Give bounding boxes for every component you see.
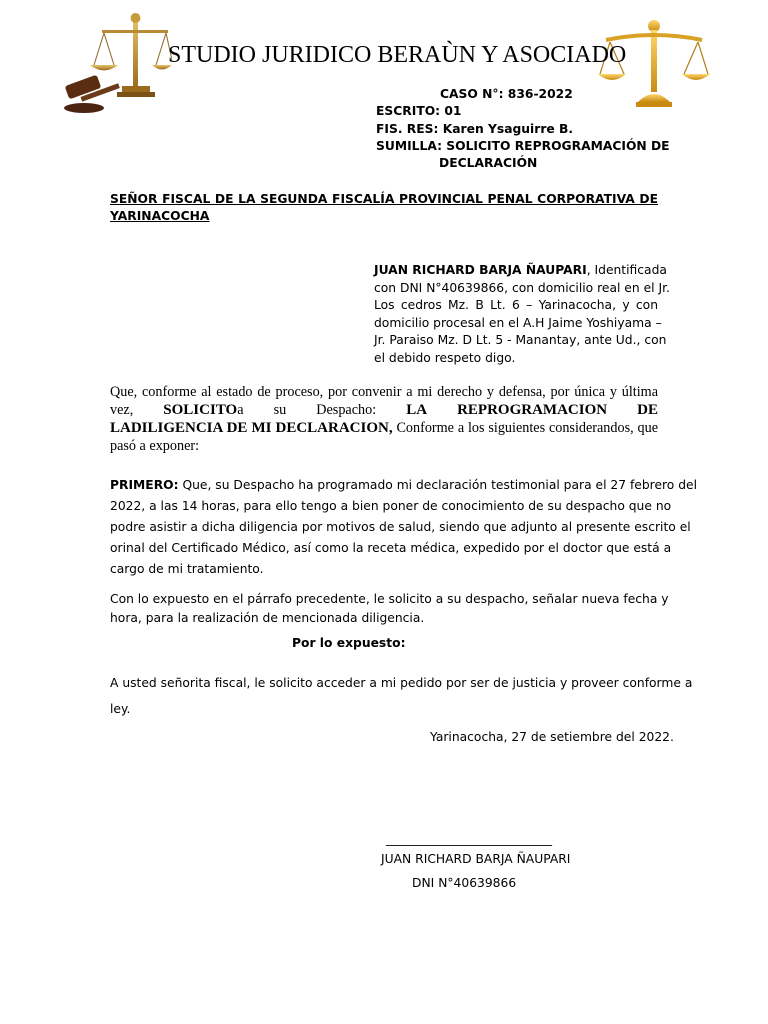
firm-title: STUDIO JURIDICO BERAÙN Y ASOCIADO xyxy=(168,42,627,68)
identification-block xyxy=(374,262,670,367)
identification-line4: domicilio procesal en el A.H Jaime Yoshiyama – xyxy=(374,315,662,330)
addressee-line2: YARINACOCHA xyxy=(110,209,210,223)
petitioner-name: JUAN RICHARD BARJA ÑAUPARI xyxy=(374,263,587,277)
intro-line2: vez, SOLICITOa su Despacho: LA REPROGRAMACION DE xyxy=(110,402,658,418)
expuesto-paragraph: Con lo expuesto en el párrafo precedente, le solicito a su despacho, señalar nueva fecha y hora, para la realización de mencionada diligencia. xyxy=(110,592,669,625)
intro-line1: Que, conforme al estado de proceso, por convenir a mi derecho y defensa, por única y última xyxy=(110,384,658,400)
request-paragraph: A usted señorita fiscal, le solicito acceder a mi pedido por ser de justicia y proveer conforme a ley. xyxy=(110,676,693,716)
identification-line1: , Identificada xyxy=(586,263,667,277)
identification-line2: con DNI N°40639866, con domicilio real en el Jr. xyxy=(374,280,670,295)
identification-line3: Los cedros Mz. B Lt. 6 – Yarinacocha, y con xyxy=(374,298,658,312)
reprogramming-request: LADILIGENCIA DE MI DECLARACION, xyxy=(110,420,393,436)
scales-gavel-logo xyxy=(62,10,172,115)
fiscal-responsible: FIS. RES: Karen Ysaguirre B. xyxy=(376,122,574,136)
intro-line4: pasó a exponer: xyxy=(110,438,200,454)
addressee-line1: SEÑOR FISCAL DE LA SEGUNDA FISCALÍA PROVINCIAL PENAL CORPORATIVA DE xyxy=(110,192,658,206)
por-lo-expuesto: Por lo expuesto: xyxy=(292,636,406,650)
signatory-dni: DNI N°40639866 xyxy=(412,876,517,890)
identification-line6: el debido respeto digo. xyxy=(374,350,516,365)
primero-paragraph: PRIMERO: Que, su Despacho ha programado mi declaración testimonial para el 27 febrero del 2022, a las 14 horas, para ello tengo a bien poner de conocimiento de su despacho que no podre asistir a dicha diligencia por motivos de salud, siendo que adjunto al presente escrito el orinal del Certificado Médico, así como la receta médica, expedido por el doctor que está a cargo de mi tratamiento. xyxy=(110,478,698,576)
sumilla-line2: DECLARACIÓN xyxy=(439,156,538,170)
signature-line: ___________________________ xyxy=(386,832,553,846)
case-number: CASO N°: 836-2022 xyxy=(440,87,573,101)
intro-paragraph: Que, conforme al estado de proceso, por convenir a mi derecho y defensa, por única y última vez, SOLICITOa su Despacho: LA REPROGRAMACION DE LADILIGENCIA DE MI DECLARACION, Conforme a los siguientes considerandos, que pasó a exponer: xyxy=(110,384,658,454)
place-date: Yarinacocha, 27 de setiembre del 2022. xyxy=(430,730,674,744)
primero-label: PRIMERO: xyxy=(110,478,179,492)
escrito-number: ESCRITO: 01 xyxy=(376,104,462,118)
signatory-name: JUAN RICHARD BARJA ÑAUPARI xyxy=(381,852,571,866)
identification-line5: Jr. Paraiso Mz. D Lt. 5 - Manantay, ante Ud., con xyxy=(374,333,667,347)
sumilla-line1: SUMILLA: SOLICITO REPROGRAMACIÓN DE xyxy=(376,139,670,153)
